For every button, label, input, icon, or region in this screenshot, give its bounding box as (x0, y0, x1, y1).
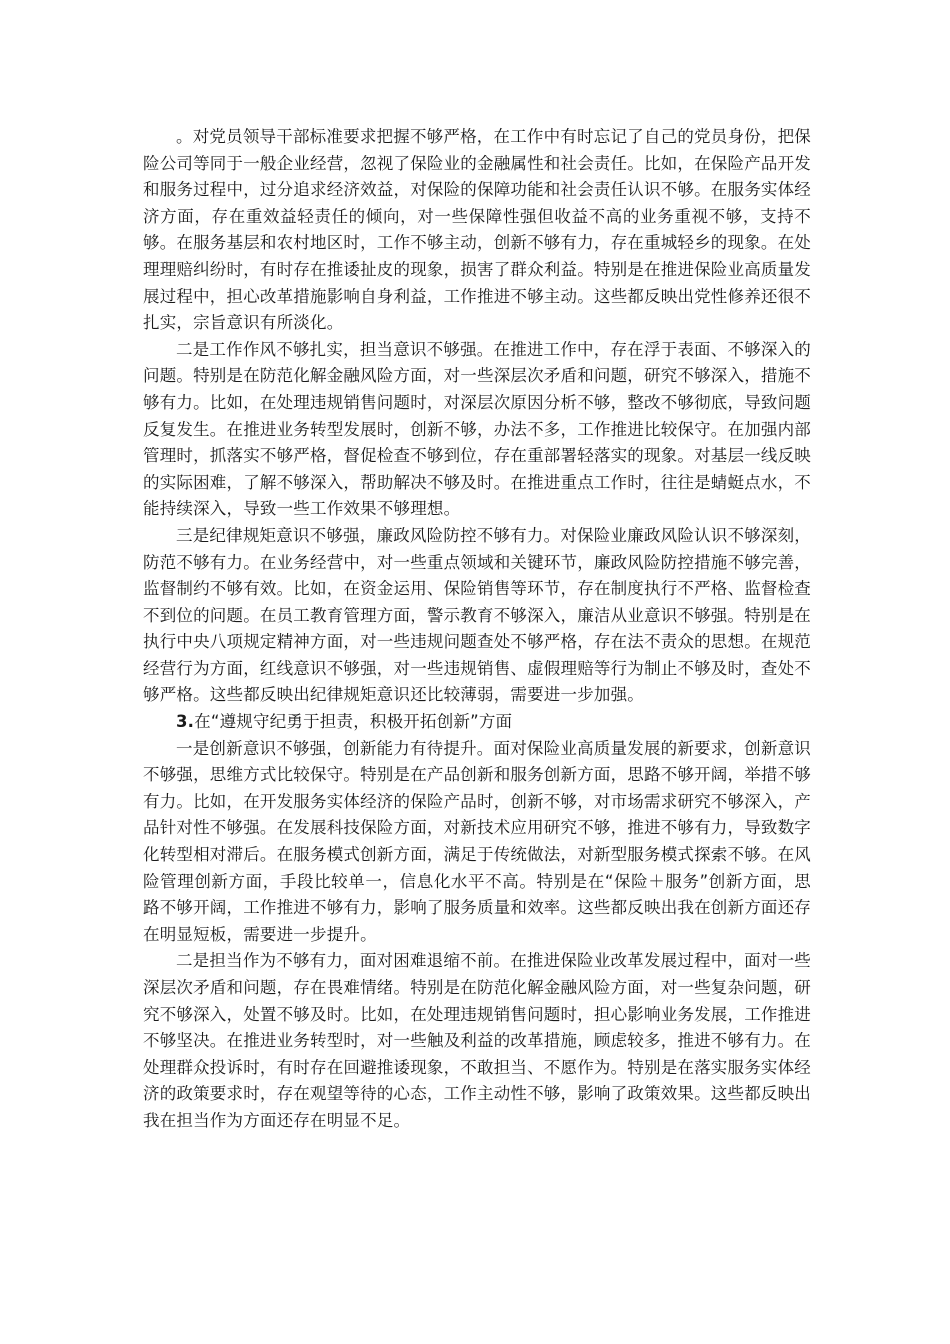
section-heading-3 (143, 709, 811, 736)
paragraph-discipline: 三是纪律规矩意识不够强，廉政风险防控不够有力。对保险业廉政风险认识不够深刻，防范不够有力。在业务经营中，对一些重点领域和关键环节，廉政风险防控措施不够完善，监督制约不够有效。比如，在资金运用、保险销售等环节，存在制度执行不严格、监督检查不到位的问题。在员工教育管理方面，警示教育不够深入，廉洁从业意识不够强。特别是在执行中央八项规定精神方面，对一些违规问题查处不够严格，存在法不责众的思想。在规范经营行为方面，红线意识不够强，对一些违规销售、虚假理赔等行为制止不够及时，查处不够严格。这些都反映出纪律规矩意识还比较薄弱，需要进一步加强。 (143, 525, 811, 705)
section-title: 在“遵规守纪勇于担责，积极开拓创新”方面 (194, 712, 513, 732)
document-body (143, 124, 811, 1135)
section-number: 3. (176, 712, 195, 732)
paragraph-party-standards: 。对党员领导干部标准要求把握不够严格，在工作中有时忘记了自己的党员身份，把保险公司等同于一般企业经营，忽视了保险业的金融属性和社会责任。比如，在保险产品开发和服务过程中，过分追求经济效益，对保险的保障功能和社会责任认识不够。在服务实体经济方面，存在重效益轻责任的倾向，对一些保障性强但收益不高的业务重视不够，支持不够。在服务基层和农村地区时，工作不够主动，创新不够有力，存在重城轻乡的现象。在处理理赔纠纷时，有时存在推诿扯皮的现象，损害了群众利益。特别是在推进保险业高质量发展过程中，担心改革措施影响自身利益，工作推进不够主动。这些都反映出党性修养还很不扎实，宗旨意识有所淡化。 (143, 127, 811, 333)
paragraph-responsibility: 二是担当作为不够有力，面对困难退缩不前。在推进保险业改革发展过程中，面对一些深层次矛盾和问题，存在畏难情绪。特别是在防范化解金融风险方面，对一些复杂问题，研究不够深入，处置不够及时。比如，在处理违规销售问题时，担心影响业务发展，工作推进不够坚决。在推进业务转型时，对一些触及利益的改革措施，顾虑较多，推进不够有力。在处理群众投诉时，有时存在回避推诿现象，不敢担当、不愿作为。特别是在落实服务实体经济的政策要求时，存在观望等待的心态，工作主动性不够，影响了政策效果。这些都反映出我在担当作为方面还存在明显不足。 (143, 951, 811, 1130)
paragraph-work-style: 二是工作作风不够扎实，担当意识不够强。在推进工作中，存在浮于表面、不够深入的问题。特别是在防范化解金融风险方面，对一些深层次矛盾和问题，研究不够深入，措施不够有力。比如，在处理违规销售问题时，对深层次原因分析不够，整改不够彻底，导致问题反复发生。在推进业务转型发展时，创新不够，办法不多，工作推进比较保守。在加强内部管理时，抓落实不够严格，督促检查不够到位，存在重部署轻落实的现象。对基层一线反映的实际困难，了解不够深入，帮助解决不够及时。在推进重点工作时，往往是蜻蜓点水，不能持续深入，导致一些工作效果不够理想。 (143, 339, 811, 519)
paragraph-innovation: 一是创新意识不够强，创新能力有待提升。面对保险业高质量发展的新要求，创新意识不够强，思维方式比较保守。特别是在产品创新和服务创新方面，思路不够开阔，举措不够有力。比如，在开发服务实体经济的保险产品时，创新不够，对市场需求研究不够深入，产品针对性不够强。在发展科技保险方面，对新技术应用研究不够，推进不够有力，导致数字化转型相对滞后。在服务模式创新方面，满足于传统做法，对新型服务模式探索不够。在风险管理创新方面，手段比较单一，信息化水平不高。特别是在“保险＋服务”创新方面，思路不够开阔，工作推进不够有力，影响了服务质量和效率。这些都反映出我在创新方面还存在明显短板，需要进一步提升。 (143, 738, 811, 944)
